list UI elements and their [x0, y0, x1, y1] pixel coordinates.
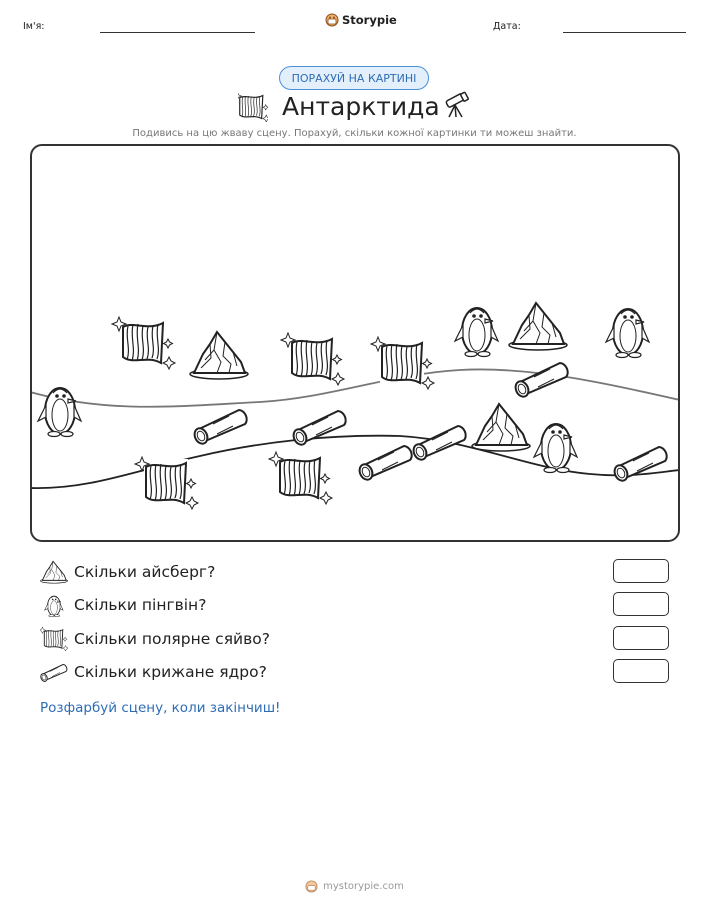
scene-illustration	[30, 144, 680, 542]
front-snow-line	[30, 436, 680, 488]
question-text: Скільки крижане ядро?	[74, 663, 267, 681]
ice-core	[612, 447, 667, 483]
penguin	[455, 308, 498, 357]
date-label: Дата:	[493, 21, 521, 32]
storypie-logo-icon	[305, 880, 318, 893]
back-snow-line	[30, 369, 680, 406]
answer-box-aurora[interactable]	[613, 626, 669, 650]
question-row	[40, 659, 267, 685]
question-text: Скільки пінгвін?	[74, 596, 207, 614]
aurora	[281, 333, 344, 385]
ice-core	[357, 446, 412, 482]
question-row	[40, 559, 215, 585]
iceberg	[472, 404, 530, 451]
date-field[interactable]	[563, 32, 686, 33]
aurora	[269, 452, 332, 504]
answer-box-penguin[interactable]	[613, 592, 669, 616]
storypie-logo-icon	[325, 13, 339, 27]
brand-name: Storypie	[342, 13, 397, 27]
ice-core	[513, 363, 568, 399]
ice-core	[192, 410, 247, 446]
instructions: Подивись на цю жваву сцену. Порахуй, скільки кожної картинки ти можеш знайти.	[132, 128, 577, 139]
name-label: Ім'я:	[23, 21, 45, 32]
coloring-note: Розфарбуй сцену, коли закінчиш!	[40, 700, 281, 716]
question-row	[40, 592, 206, 618]
footer	[0, 880, 709, 893]
iceberg-icon	[40, 560, 68, 584]
counting-scene	[30, 144, 680, 542]
question-text: Скільки айсберг?	[74, 563, 216, 581]
iceberg	[190, 332, 248, 379]
footer-url[interactable]: mystorypie.com	[323, 881, 404, 892]
aurora	[112, 317, 175, 369]
telescope-icon	[442, 91, 470, 119]
question-text: Скільки полярне сяйво?	[74, 630, 270, 648]
name-field[interactable]	[100, 32, 255, 33]
answer-box-iceberg[interactable]	[613, 559, 669, 583]
penguin-icon	[40, 593, 68, 617]
ice-core	[291, 411, 346, 447]
activity-badge: ПОРАХУЙ НА КАРТИНІ	[279, 66, 429, 90]
aurora	[371, 337, 434, 389]
ice-core-icon	[40, 660, 68, 684]
aurora-icon	[238, 92, 268, 122]
brand-logo	[325, 13, 397, 27]
question-row	[40, 626, 270, 652]
iceberg	[509, 303, 567, 350]
aurora-icon	[40, 627, 68, 651]
answer-box-ice-core[interactable]	[613, 659, 669, 683]
penguin	[606, 309, 649, 358]
aurora	[135, 457, 198, 509]
page-title: Антарктида	[282, 92, 440, 121]
